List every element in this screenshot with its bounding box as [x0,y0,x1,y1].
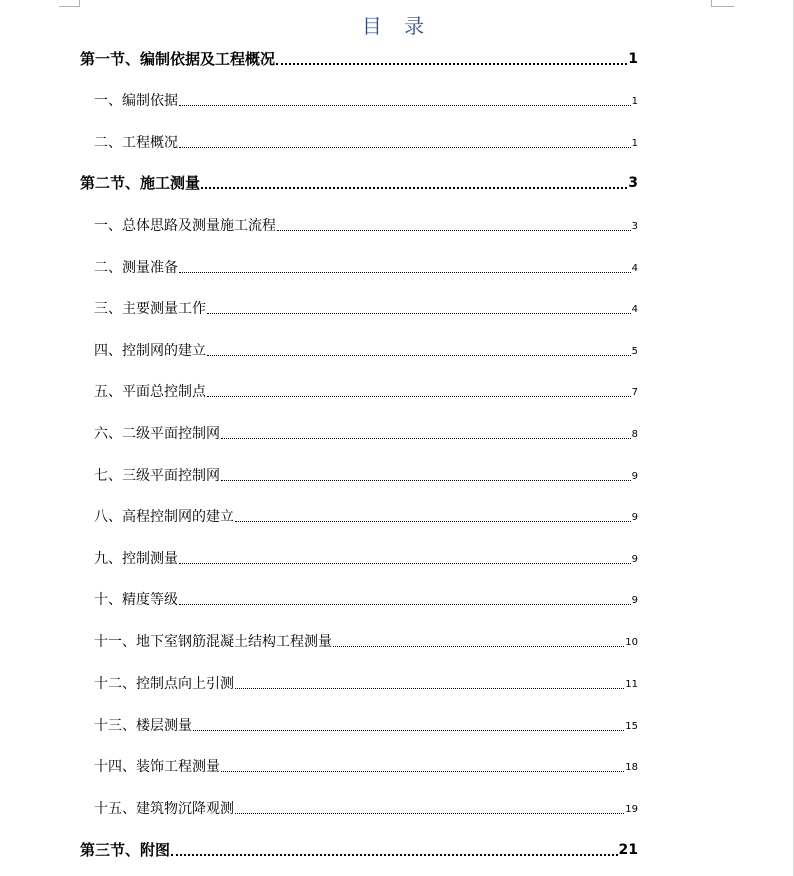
toc-entry[interactable] [94,549,638,569]
toc-entry-page-number: 5 [631,346,638,357]
toc-entry-label: 四、控制网的建立 [94,343,206,359]
toc-entry-label: 八、高程控制网的建立 [94,509,234,525]
dot-leader [179,272,631,273]
dot-leader [221,771,624,772]
toc-entry[interactable] [94,757,638,777]
toc-entry-section-1[interactable] [80,49,638,69]
toc-entry-label: 十一、地下室钢筋混凝土结构工程测量 [94,634,332,650]
toc-entry[interactable] [94,91,638,111]
toc-entry-page-number: 9 [631,554,638,565]
toc-entry-page-number: 4 [631,263,638,274]
dot-leader [221,438,631,439]
toc-entry[interactable] [94,674,638,694]
toc-entry-page-number: 1 [631,96,638,107]
toc-entry-label: 九、控制测量 [94,551,178,567]
dot-leader [179,604,631,605]
toc-entry-label: 三、主要测量工作 [94,301,206,317]
dot-leader [235,813,624,814]
dot-leader [201,187,627,189]
dot-leader [207,396,631,397]
toc-entry-section-3[interactable] [80,840,638,860]
toc-entry-label: 十四、装饰工程测量 [94,759,220,775]
toc-entry-page-number: 10 [625,637,638,648]
toc-entry[interactable] [94,590,638,610]
toc-entry-label: 十二、控制点向上引测 [94,676,234,692]
toc-entry[interactable] [94,299,638,319]
dot-leader [276,63,627,65]
dot-leader [207,313,631,314]
dot-leader [235,521,631,522]
toc-entry-label: 五、平面总控制点 [94,384,206,400]
dot-leader [333,646,624,647]
dot-leader [171,854,618,856]
dot-leader [235,688,624,689]
toc-entry-label: 第二节、施工测量 [80,174,201,192]
toc-entry-section-2[interactable] [80,173,638,193]
dot-leader [207,355,631,356]
toc-entry-label: 七、三级平面控制网 [94,468,220,484]
crop-mark-top-right [711,0,734,7]
toc-entry-page-number: 1 [631,138,638,149]
toc-entry-page-number: 15 [625,721,638,732]
toc-entry-page-number: 11 [625,679,638,690]
toc-entry-label: 二、测量准备 [94,260,178,276]
toc-entry-page-number: 7 [631,387,638,398]
dot-leader [179,563,631,564]
toc-entry-page-number: 18 [625,762,638,773]
toc-entry-label: 一、总体思路及测量施工流程 [94,218,276,234]
toc-entry[interactable] [94,632,638,652]
dot-leader [179,105,631,106]
dot-leader [277,230,631,231]
toc-entry[interactable] [94,466,638,486]
toc-entry-page-number: 21 [618,842,638,858]
crop-mark-top-left [59,0,80,7]
toc-entry-page-number: 4 [631,304,638,315]
toc-entry[interactable] [94,799,638,819]
toc-entry[interactable] [94,424,638,444]
toc-entry-page-number: 1 [628,51,638,67]
toc-entry-page-number: 3 [628,175,638,191]
toc-entry[interactable] [94,382,638,402]
toc-entry-page-number: 8 [631,429,638,440]
dot-leader [221,480,631,481]
toc-title: 目 录 [361,14,433,38]
toc-entry-page-number: 9 [631,512,638,523]
toc-entry-label: 十三、楼层测量 [94,718,192,734]
toc-entry[interactable] [94,341,638,361]
toc-entry-page-number: 19 [625,804,638,815]
toc-entry-label: 第一节、编制依据及工程概况 [80,50,276,68]
toc-entry-label: 二、工程概况 [94,135,178,151]
toc-entry-label: 一、编制依据 [94,93,178,109]
toc-entry-page-number: 9 [631,595,638,606]
toc-entry-label: 十、精度等级 [94,592,178,608]
toc-entry-label: 六、二级平面控制网 [94,426,220,442]
dot-leader [179,147,631,148]
toc-entry[interactable] [94,716,638,736]
toc-entry-label: 十五、建筑物沉降观测 [94,801,234,817]
toc-entry-page-number: 9 [631,471,638,482]
toc-entry[interactable] [94,216,638,236]
toc-entry-page-number: 3 [631,221,638,232]
toc-entry[interactable] [94,133,638,153]
toc-entry[interactable] [94,507,638,527]
toc-entry[interactable] [94,258,638,278]
dot-leader [193,730,624,731]
toc-entry-label: 第三节、附图 [80,841,171,859]
